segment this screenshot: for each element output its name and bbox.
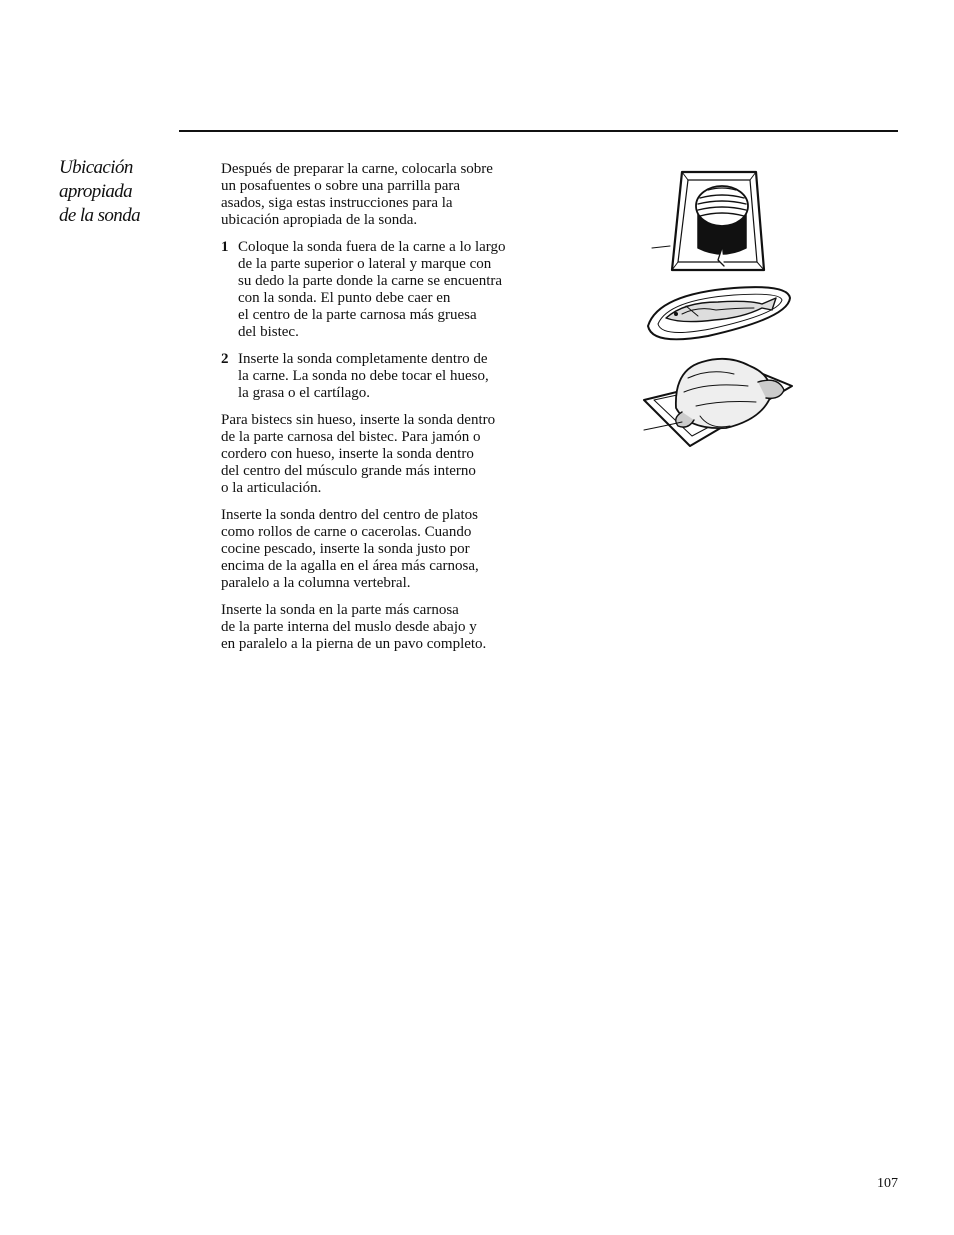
text-line: del bistec. [238,324,299,340]
text-line: como rollos de carne o cacerolas. Cuando [221,524,472,540]
section-heading-line: de la sonda [59,205,141,226]
section-heading [59,156,179,228]
step-2 [221,351,561,402]
text-line: de la parte superior o lateral y marque con [238,256,492,272]
text-line: asados, siga estas instrucciones para la [221,195,453,211]
text-line: ubicación apropiada de la sonda. [221,212,418,228]
text-line: Inserte la sonda en la parte más carnosa [221,602,459,618]
step-1 [221,239,561,341]
text-line: Para bistecs sin hueso, inserte la sonda dentro [221,412,496,428]
text-line: con la sonda. El punto debe caer en [238,290,451,306]
text-line: de la parte carnosa del bistec. Para jamón o [221,429,481,445]
text-line: un posafuentes o sobre una parrilla para [221,178,461,194]
text-line: el centro de la parte carnosa más gruesa [238,307,477,323]
text-line: Coloque la sonda fuera de la carne a lo largo [238,239,506,255]
fish-on-platter-icon [648,287,790,339]
text-line: del centro del músculo grande más interno [221,463,476,479]
step-text [238,351,561,402]
text-line: Inserte la sonda completamente dentro de [238,351,488,367]
paragraph-turkey [221,602,561,653]
step-number: 2 [221,351,229,367]
text-line: la grasa o el cartílago. [238,385,371,401]
probe-placement-illustrations [638,168,798,448]
intro-paragraph [221,161,561,229]
paragraph-casseroles-fish [221,507,561,592]
text-line: en paralelo a la pierna de un pavo completo. [221,636,487,652]
text-line: la carne. La sonda no debe tocar el hueso, [238,368,489,384]
text-line: paralelo a la columna vertebral. [221,575,411,591]
step-text [238,239,561,341]
page-number: 107 [877,1176,898,1191]
header-rule [179,130,898,132]
text-line: Inserte la sonda dentro del centro de platos [221,507,478,523]
section-heading-line: apropiada [59,181,133,202]
turkey-on-tray-icon [644,359,792,446]
roast-in-pan-icon [652,172,764,270]
step-number: 1 [221,239,229,255]
text-line: cocine pescado, inserte la sonda justo por [221,541,470,557]
text-line: su dedo la parte donde la carne se encuentra [238,273,503,289]
text-line: o la articulación. [221,480,322,496]
text-line: de la parte interna del muslo desde abajo y [221,619,477,635]
text-line: encima de la agalla en el área más carnosa, [221,558,479,574]
paragraph-boneless [221,412,561,497]
section-heading-line: Ubicación [59,157,133,178]
text-line: Después de preparar la carne, colocarla sobre [221,161,493,177]
body-text [221,161,561,663]
text-line: cordero con hueso, inserte la sonda dentro [221,446,474,462]
